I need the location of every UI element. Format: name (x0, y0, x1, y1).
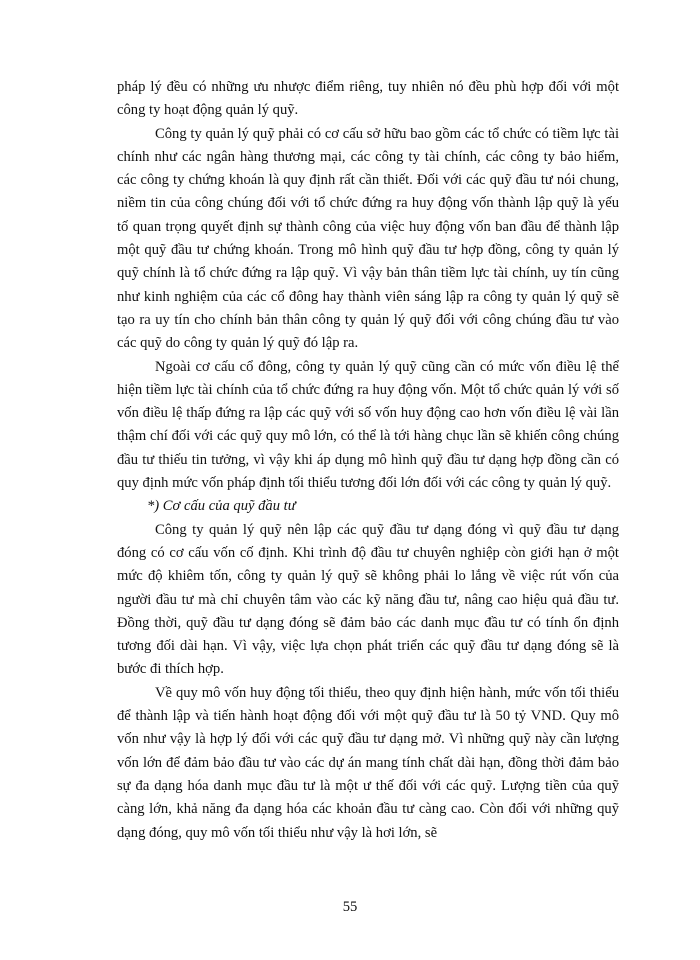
page-number: 55 (342, 899, 358, 915)
paragraph-ownership-structure: Công ty quản lý quỹ phải có cơ cấu sở hữu bao gồm các tổ chức có tiềm lực tài chính như các ngân hàng thương mại, các công ty tài chính, các công ty bảo hiểm, các công ty chứng khoán là quy định rất cần thiết. Đối với các quỹ đầu tư nói chung, niềm tin của công chúng đối với tổ chức đứng ra huy động vốn thành lập quỹ là yếu tố quan trọng quyết định sự thành công của việc huy động vốn ban đầu để thành lập một quỹ đầu tư chứng khoán. Trong mô hình quỹ đầu tư hợp đồng, công ty quản lý quỹ chính là tổ chức đứng ra lập quỹ. Vì vậy bản thân tiềm lực tài chính, uy tín cũng như kinh nghiệm của các cổ đông hay thành viên sáng lập ra công ty quản lý quỹ sẽ tạo ra uy tín cho chính bản thân công ty quản lý quỹ đối với công chúng đầu tư vào các quỹ do công ty quản lý quỹ đó lập ra. (117, 125, 619, 352)
body-text (117, 76, 619, 845)
section-heading-fund-structure: *) Cơ cấu của quỹ đầu tư (147, 498, 296, 515)
paragraph-continuation: pháp lý đều có những ưu nhược điểm riêng, tuy nhiên nó đều phù hợp đối với một công ty hoạt động quản lý quỹ. (117, 79, 619, 119)
paragraph-closed-end-funds: Công ty quản lý quỹ nên lập các quỹ đầu tư dạng đóng vì quỹ đầu tư dạng đóng có cơ cấu vốn cố định. Khi trình độ đầu tư chuyên nghiệp còn giới hạn ở một mức độ khiêm tốn, công ty quản lý quỹ sẽ không phải lo lắng về việc rút vốn của người đầu tư mà chỉ chuyên tâm vào các kỹ năng đầu tư, nâng cao hiệu quả đầu tư. Đồng thời, quỹ đầu tư dạng đóng sẽ đảm bảo các danh mục đầu tư có tính ổn định tương đối dài hạn. Vì vậy, việc lựa chọn phát triển các quỹ đầu tư dạng đóng sẽ là bước đi thích hợp. (117, 521, 619, 678)
paragraph-minimum-capital: Về quy mô vốn huy động tối thiểu, theo quy định hiện hành, mức vốn tối thiểu để thành lập và tiến hành hoạt động đối với một quỹ đầu tư là 50 tỷ VND. Quy mô vốn như vậy là hợp lý đối với các quỹ đầu tư dạng mở. Vì những quỹ này cần lượng vốn lớn để đảm bảo đầu tư vào các dự án mang tính chất dài hạn, đồng thời đảm bảo sự đa dạng hóa danh mục đầu tư là một ư thế đối với các quỹ. Lượng tiền của quỹ càng lớn, khả năng đa dạng hóa các khoản đầu tư càng cao. Còn đối với những quỹ dạng đóng, quy mô vốn tối thiểu như vậy là hơi lớn, sẽ (117, 684, 619, 841)
paragraph-charter-capital: Ngoài cơ cấu cổ đông, công ty quản lý quỹ cũng cần có mức vốn điều lệ thể hiện tiềm lực tài chính của tổ chức đứng ra huy động vốn. Một tổ chức quản lý với số vốn điều lệ thấp đứng ra lập các quỹ với số vốn huy động cao hơn vốn điều lệ vài lần thậm chí đối với các quỹ quy mô lớn, có thể là tới hàng chục lần sẽ khiến công chúng đầu tư thiếu tin tưởng, vì vậy khi áp dụng mô hình quỹ đầu tư dạng hợp đồng cần có quy định mức vốn pháp định tối thiểu tương đối lớn đối với các công ty quản lý quỹ. (117, 358, 619, 492)
